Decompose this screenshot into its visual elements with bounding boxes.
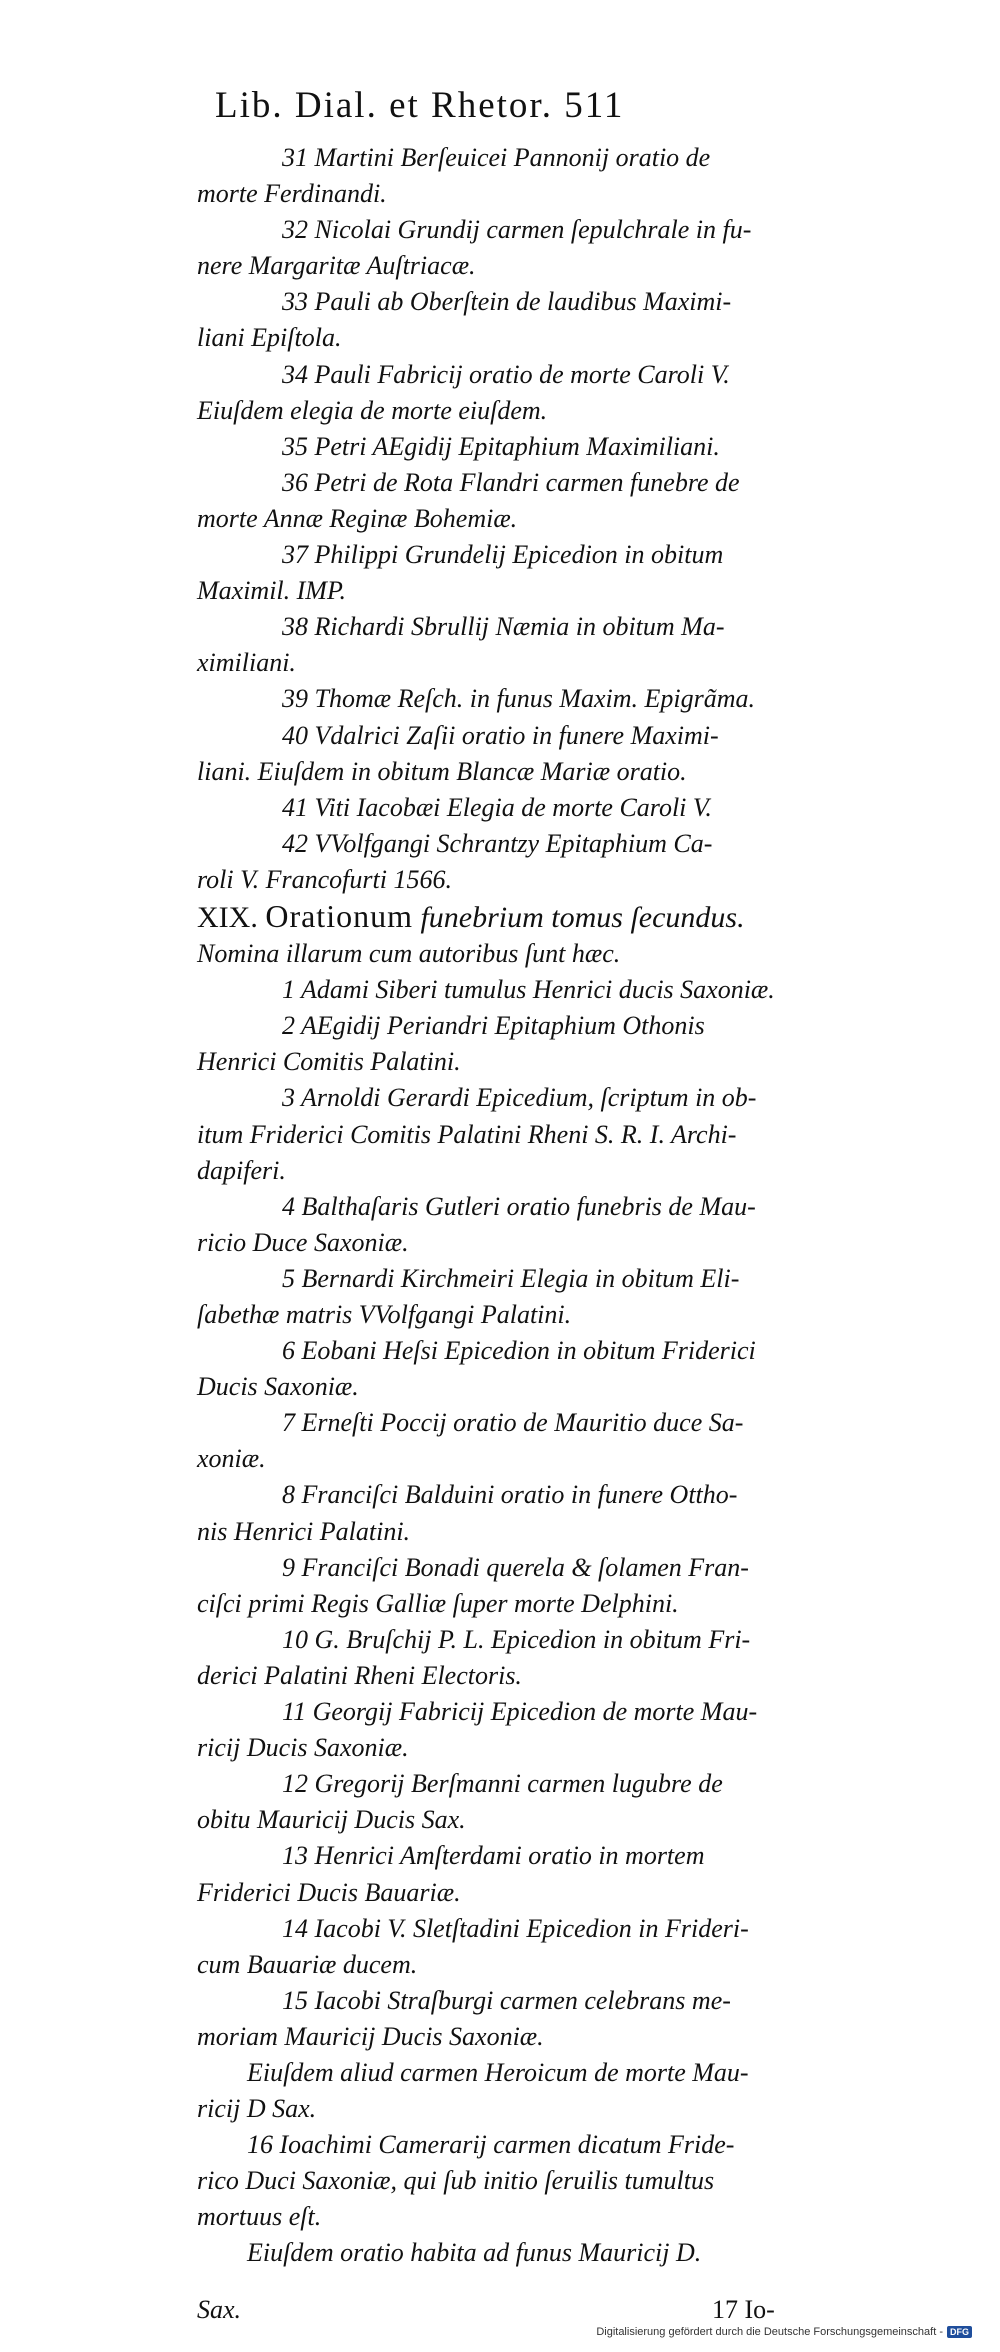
text-line: Henrici Comitis Palatini. [197,1047,461,1077]
text-line: Eiuſdem oratio habita ad funus Mauricij D. [247,2238,702,2268]
text-line: dapiferi. [197,1155,286,1185]
catchword: 17 Io- [712,2295,775,2324]
entry-list [197,140,817,2272]
text-line: 42 VVolfgangi Schrantzy Epitaphium Ca- [282,828,713,858]
text-line: derici Palatini Rheni Electoris. [197,1660,522,1690]
entries-part-1 [197,140,817,898]
text-line: 36 Petri de Rota Flandri carmen funebre de [282,467,740,497]
section-heading [197,898,817,936]
text-line: itum Friderici Comitis Palatini Rheni S. R. I. Archi- [197,1119,737,1149]
text-line: 14 Iacobi V. Sletſtadini Epicedion in Frideri- [282,1913,749,1943]
section-numeral: XIX. [197,900,258,934]
text-line: 10 G. Bruſchij P. L. Epicedion in obitum Fri- [282,1624,751,1654]
text-line: 2 AEgidij Periandri Epitaphium Othonis [282,1011,705,1041]
footer-left-text: Sax. [197,2295,242,2324]
text-line: roli V. Francofurti 1566. [197,864,452,894]
text-line: cum Bauariæ ducem. [197,1949,418,1979]
text-line: 7 Erneſti Poccij oratio de Mauritio duce Sa- [282,1408,744,1438]
text-line: morte Annæ Reginæ Bohemiæ. [197,503,518,533]
running-header: Lib. Dial. et Rhetor. 511 [215,85,625,126]
text-line: obitu Mauricij Ducis Sax. [197,1805,466,1835]
text-line: xoniæ. [197,1444,266,1474]
credit-text: Digitalisierung gefördert durch die Deutsche Forschungsgemeinschaft - [596,2326,943,2338]
text-line: 37 Philippi Grundelij Epicedion in obitum [282,540,724,570]
text-line: 3 Arnoldi Gerardi Epicedium, ſcriptum in ob- [282,1083,757,1113]
text-line: 35 Petri AEgidij Epitaphium Maximiliani. [282,431,720,461]
dfg-logo: DFG [947,2326,972,2338]
text-line: ximiliani. [197,648,296,678]
text-line: Maximil. IMP. [197,576,346,606]
text-line: rico Duci Saxoniæ, qui ſub initio ſeruilis tumultus [197,2166,715,2196]
text-line: ricio Duce Saxoniæ. [197,1227,409,1257]
text-line: ricij D Sax. [197,2094,317,2124]
text-line: 8 Franciſci Balduini oratio in funere Ottho- [282,1480,738,1510]
text-line: 15 Iacobi Straſburgi carmen celebrans me- [282,1985,731,2015]
text-line: 41 Viti Iacobæi Elegia de morte Caroli V. [282,792,712,822]
entries-part-2 [197,972,817,2271]
text-line: 40 Vdalrici Zaſii oratio in funere Maximi- [282,720,719,750]
text-line: liani Epiſtola. [197,323,342,353]
text-line: 34 Pauli Fabricij oratio de morte Caroli V. [282,359,730,389]
text-line: moriam Mauricij Ducis Saxoniæ. [197,2021,544,2051]
text-line: 13 Henrici Amſterdami oratio in mortem [282,1841,705,1871]
digitization-credit [596,2326,972,2338]
section-word: Orationum [265,897,413,934]
text-line: 9 Franciſci Bonadi querela & ſolamen Fran- [282,1552,749,1582]
text-line: Friderici Ducis Bauariæ. [197,1877,461,1907]
text-line: Eiuſdem elegia de morte eiuſdem. [197,395,548,425]
section-subtitle: Nomina illarum cum autoribus ſunt hæc. [197,939,621,969]
text-line: 11 Georgij Fabricij Epicedion de morte Mau- [282,1697,758,1727]
text-line: 38 Richardi Sbrullij Næmia in obitum Ma- [282,612,725,642]
text-line: ſabethæ matris VVolfgangi Palatini. [197,1300,572,1329]
text-line: 32 Nicolai Grundij carmen ſepulchrale in fu- [282,215,752,245]
text-line: 1 Adami Siberi tumulus Henrici ducis Saxoniæ. [282,975,775,1005]
text-line: ricij Ducis Saxoniæ. [197,1733,409,1763]
text-line: liani. Eiuſdem in obitum Blancæ Mariæ oratio. [197,756,687,786]
text-line: 33 Pauli ab Oberſtein de laudibus Maximi- [282,287,732,317]
text-line: Ducis Saxoniæ. [197,1372,359,1402]
text-line: mortuus eſt. [197,2202,322,2232]
text-line: 12 Gregorij Berſmanni carmen lugubre de [282,1769,723,1799]
text-line: 5 Bernardi Kirchmeiri Elegia in obitum Eli- [282,1263,740,1293]
text-line: nis Henrici Palatini. [197,1516,411,1546]
text-line: 16 Ioachimi Camerarij carmen dicatum Fride- [247,2130,735,2160]
text-line: 39 Thomæ Reſch. in funus Maxim. Epigrãma. [282,684,756,714]
text-line: 6 Eobani Heſsi Epicedion in obitum Friderici [282,1336,756,1366]
text-line: nere Margaritæ Auſtriacæ. [197,251,476,281]
text-line: Eiuſdem aliud carmen Heroicum de morte Mau- [247,2057,749,2087]
text-line: morte Ferdinandi. [197,179,387,209]
text-line: 4 Balthaſaris Gutleri oratio funebris de Mau- [282,1191,756,1221]
section-rest: funebrium tomus ſecundus. [420,900,745,934]
text-line: ciſci primi Regis Galliæ ſuper morte Delphini. [197,1588,679,1618]
text-line: 31 Martini Berſeuicei Pannonij oratio de [282,143,711,172]
